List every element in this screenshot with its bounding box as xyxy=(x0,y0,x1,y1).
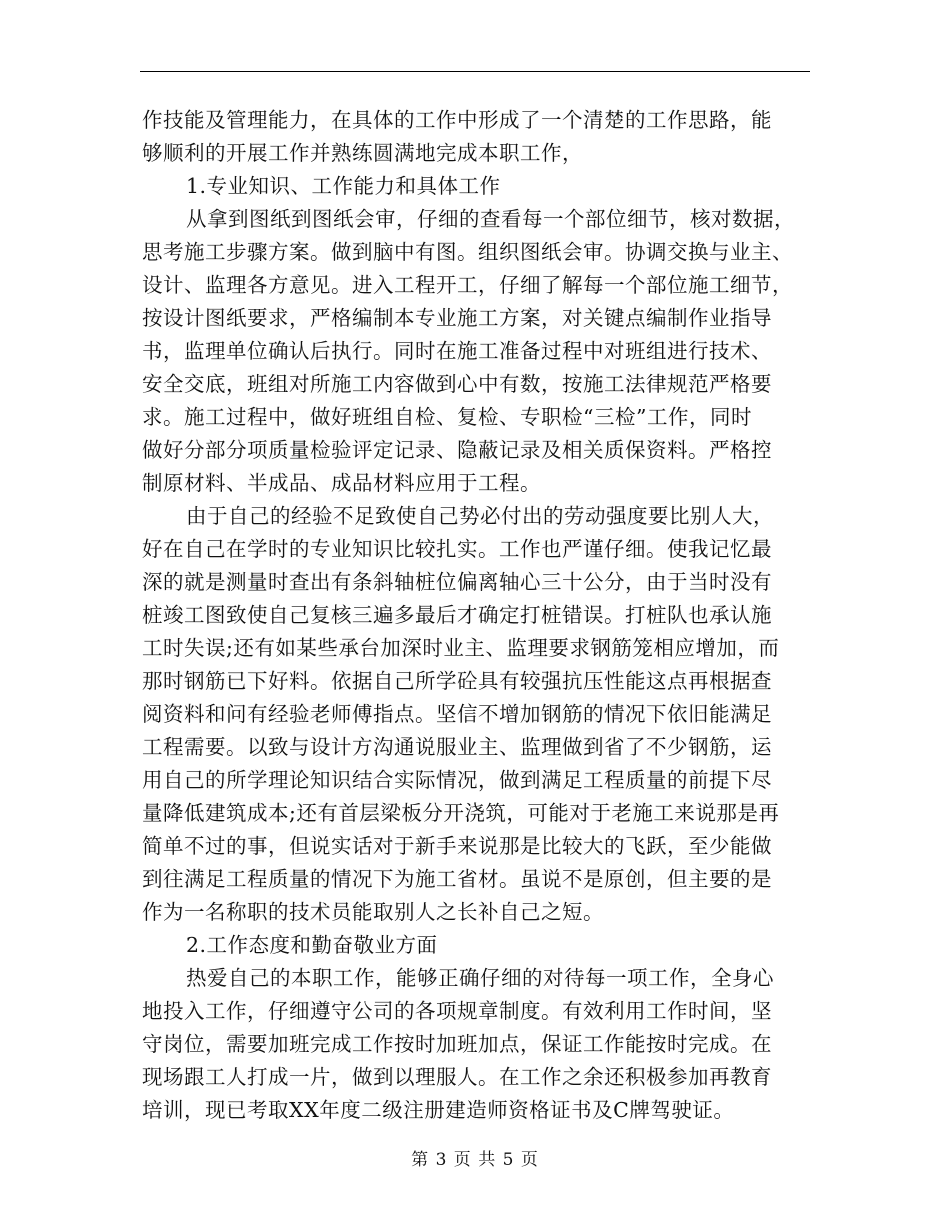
text-line: 作为一名称职的技术员能取别人之长补自己之短。 xyxy=(142,900,604,924)
text-line: 制原材料、半成品、成品材料应用于工程。 xyxy=(142,471,541,495)
text-line: 书，监理单位确认后执行。同时在施工准备过程中对班组进行技术、 xyxy=(142,339,772,363)
text-line: 1.专业知识、工作能力和具体工作 xyxy=(186,174,501,198)
text-line: 求。施工过程中，做好班组自检、复检、专职检“三检”工作，同时 xyxy=(142,405,752,429)
text-line: 作技能及管理能力，在具体的工作中形成了一个清楚的工作思路，能 xyxy=(142,108,772,132)
text-line: 阅资料和问有经验老师傅指点。坚信不增加钢筋的情况下依旧能满足 xyxy=(142,702,772,726)
header-rule xyxy=(140,71,810,72)
text-line: 地投入工作，仔细遵守公司的各项规章制度。有效利用工作时间，坚 xyxy=(142,999,772,1023)
text-line: 够顺利的开展工作并熟练圆满地完成本职工作， xyxy=(142,141,583,165)
text-line: 量降低建筑成本;还有首层梁板分开浇筑，可能对于老施工来说那是再 xyxy=(142,801,780,825)
text-line: 由于自己的经验不足致使自己势必付出的劳动强度要比别人大， xyxy=(186,504,774,528)
text-line: 从拿到图纸到图纸会审，仔细的查看每一个部位细节，核对数据， xyxy=(186,207,795,231)
text-line: 好在自己在学时的专业知识比较扎实。工作也严谨仔细。使我记忆最 xyxy=(142,537,772,561)
text-line: 培训，现已考取XX年度二级注册建造师资格证书及C牌驾驶证。 xyxy=(142,1098,735,1122)
text-line: 那时钢筋已下好料。依据自己所学砼具有较强抗压性能这点再根据查 xyxy=(142,669,772,693)
text-line: 按设计图纸要求，严格编制本专业施工方案，对关键点编制作业指导 xyxy=(142,306,772,330)
text-line: 深的就是测量时查出有条斜轴桩位偏离轴心三十公分，由于当时没有 xyxy=(142,570,772,594)
text-line: 到往满足工程质量的情况下为施工省材。虽说不是原创，但主要的是 xyxy=(142,867,772,891)
text-line: 工程需要。以致与设计方沟通说服业主、监理做到省了不少钢筋，运 xyxy=(142,735,772,759)
page-footer: 第 3 页 共 5 页 xyxy=(411,1150,539,1170)
text-line: 设计、监理各方意见。进入工程开工，仔细了解每一个部位施工细节， xyxy=(142,273,793,297)
text-line: 做好分部分项质量检验评定记录、隐蔽记录及相关质保资料。严格控 xyxy=(142,438,772,462)
text-line: 工时失误;还有如某些承台加深时业主、监理要求钢筋笼相应增加，而 xyxy=(142,636,780,660)
text-line: 思考施工步骤方案。做到脑中有图。组织图纸会审。协调交换与业主、 xyxy=(142,240,793,264)
text-line: 2.工作态度和勤奋敬业方面 xyxy=(186,933,438,957)
text-line: 用自己的所学理论知识结合实际情况，做到满足工程质量的前提下尽 xyxy=(142,768,772,792)
text-line: 现场跟工人打成一片，做到以理服人。在工作之余还积极参加再教育 xyxy=(142,1065,772,1089)
text-line: 简单不过的事，但说实话对于新手来说那是比较大的飞跃，至少能做 xyxy=(142,834,772,858)
text-line: 安全交底，班组对所施工内容做到心中有数，按施工法律规范严格要 xyxy=(142,372,772,396)
document-body xyxy=(142,104,810,1127)
text-line: 热爱自己的本职工作，能够正确仔细的对待每一项工作，全身心 xyxy=(186,966,774,990)
text-line: 守岗位，需要加班完成工作按时加班加点，保证工作能按时完成。在 xyxy=(142,1032,772,1056)
text-line: 桩竣工图致使自己复核三遍多最后才确定打桩错误。打桩队也承认施 xyxy=(142,603,772,627)
